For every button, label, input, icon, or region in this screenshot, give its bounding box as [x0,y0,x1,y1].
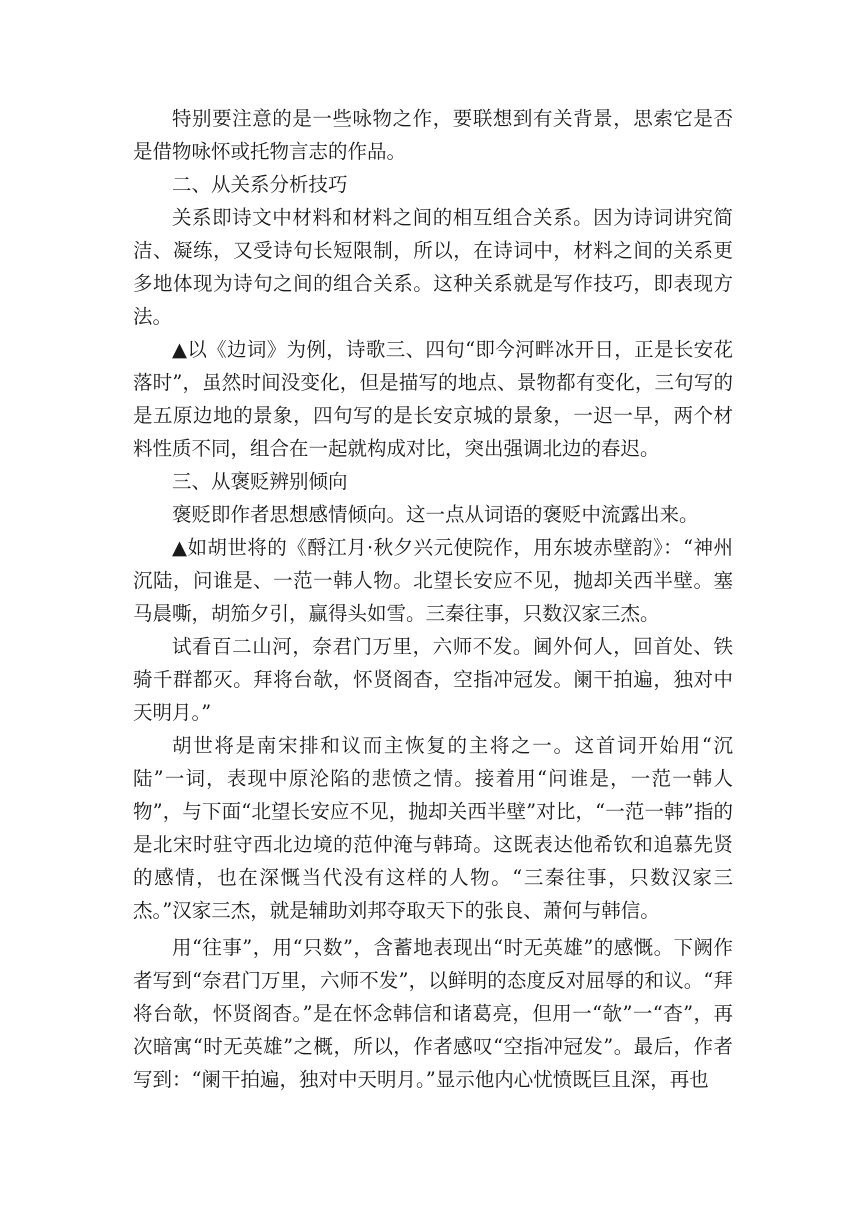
paragraph-3: 关系即诗文中材料和材料之间的相互组合关系。因为诗词讲究简洁、凝练，又受诗句长短限制，所以，在诗词中，材料之间的关系更多地体现为诗句之间的组合关系。这种关系就是写作技巧，即表现方法。 [133,206,733,328]
section-heading-2: 二、从关系分析技巧 [172,173,348,196]
document-page [133,102,733,1096]
paragraph-1: 特别要注意的是一些咏物之作，要联想到有关背景，思索它是否是借物咏怀或托物言志的作品。 [133,107,733,163]
paragraph-9: 胡世将是南宋排和议而主恢复的主将之一。这首词开始用“沉陆”一词，表现中原沦陷的悲愤之情。接着用“问谁是，一范一韩人物”，与下面“北望长安应不见，抛却关西半壁”对比，“一范一韩”指的是北宋时驻守西北边境的范仲淹与韩琦。这既表达他希钦和追慕先贤的感情，也在深慨当代没有这样的人物。“三秦往事，只数汉家三杰。”汉家三杰，就是辅助刘邦夺取天下的张良、萧何与韩信。 [133,734,733,922]
section-heading-3: 三、从褒贬辨别倾向 [172,470,348,493]
paragraph-4: ▲以《边词》为例，诗歌三、四句“即今河畔冰开日，正是长安花落时”，虽然时间没变化，但是描写的地点、景物都有变化，三句写的是五原边地的景象，四句写的是长安京城的景象，一迟一早，两个材料性质不同，组合在一起就构成对比，突出强调北边的春迟。 [133,338,733,460]
paragraph-6: 褒贬即作者思想感情倾向。这一点从词语的褒贬中流露出来。 [172,503,699,526]
paragraph-10: 用“往事”，用“只数”，含蓄地表现出“时无英雄”的感慨。下阙作者写到“奈君门万里，六师不发”，以鲜明的态度反对屈辱的和议。“拜将台欹，怀贤阁杳。”是在怀念韩信和诸葛亮，但用一“欹”一“杳”，再次暗寓“时无英雄”之概，所以，作者感叹“空指冲冠发”。最后，作者写到：“阑干拍遍，独对中天明月。”显示他内心忧愤既巨且深，再也 [133,936,733,1091]
paragraph-7: ▲如胡世将的《酹江月·秋夕兴元使院作，用东坡赤壁韵》：“神州沉陆，问谁是、一范一韩人物。北望长安应不见，抛却关西半壁。塞马晨嘶，胡笳夕引，赢得头如雪。三秦往事，只数汉家三杰。 [133,536,733,625]
paragraph-8: 试看百二山河，奈君门万里，六师不发。阃外何人，回首处、铁骑千群都灭。拜将台欹，怀贤阁杳，空指冲冠发。阑干拍遍，独对中天明月。” [133,635,733,724]
